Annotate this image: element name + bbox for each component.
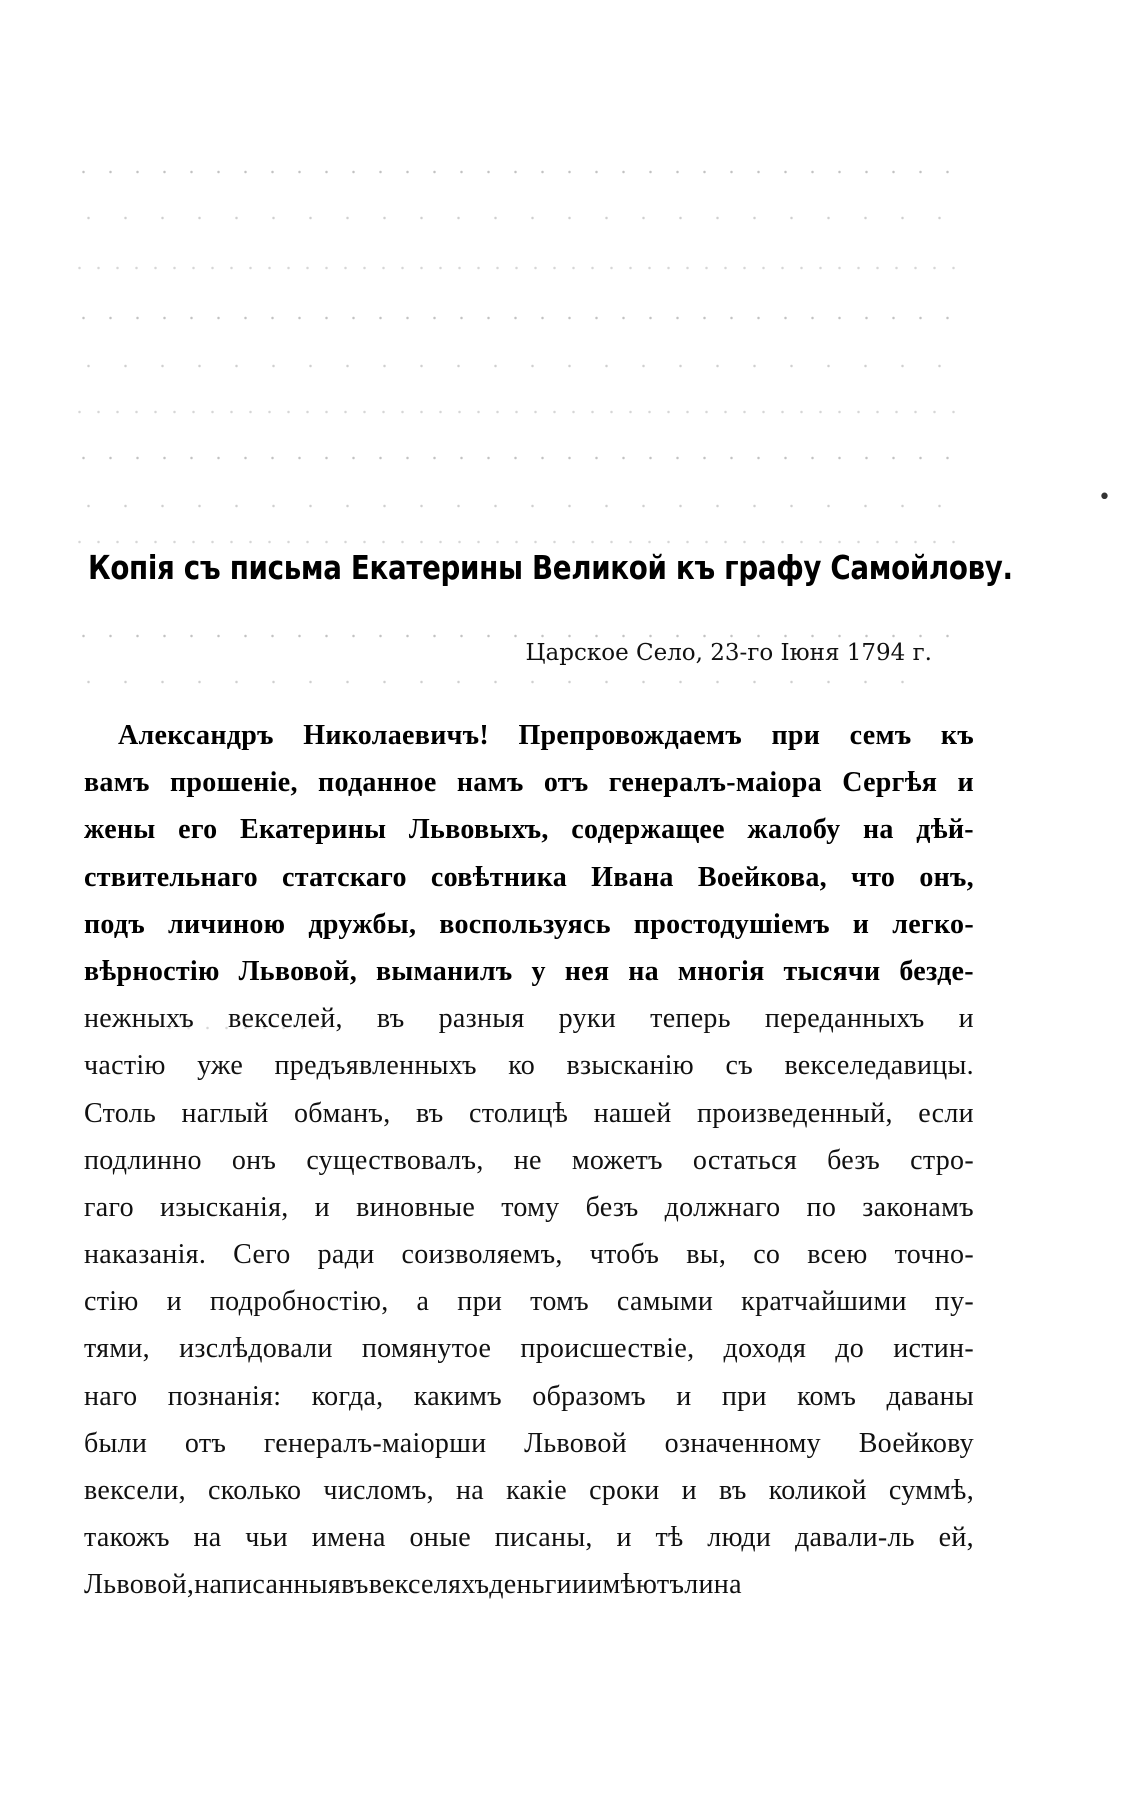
text-line	[84, 1514, 974, 1561]
word: и	[314, 1191, 330, 1223]
word: личиною	[167, 908, 286, 940]
word: Львовой	[524, 1427, 627, 1459]
text-line	[84, 1325, 974, 1372]
word: въ	[415, 1097, 444, 1129]
word: векселяхъ	[368, 1569, 490, 1601]
word: и	[166, 1286, 182, 1318]
word: тысячи	[783, 955, 881, 987]
word: взысканію	[566, 1050, 695, 1082]
word: при	[771, 720, 821, 751]
word: безъ	[827, 1144, 881, 1176]
word: статскаго	[282, 861, 407, 893]
word: на	[628, 955, 659, 987]
word: на	[455, 1475, 484, 1506]
word: вѣрностію	[84, 955, 220, 987]
word: многія	[677, 955, 765, 987]
word: какіе	[506, 1475, 567, 1506]
text-line	[84, 806, 974, 853]
text-line	[84, 1042, 974, 1089]
word: уже	[197, 1050, 244, 1082]
word: дѣй-	[916, 814, 974, 846]
word: помянутое	[361, 1333, 492, 1365]
word: Препровождаемъ	[518, 720, 742, 751]
word: ко	[508, 1050, 536, 1082]
word: выманилъ	[375, 955, 513, 987]
bleed-through-noise	[70, 676, 930, 688]
text-line	[84, 1373, 974, 1420]
word: чьи	[245, 1522, 288, 1554]
word: и	[681, 1475, 697, 1506]
word: векселей,	[228, 1003, 343, 1035]
word: были	[84, 1427, 148, 1459]
text-line	[84, 854, 974, 901]
word: Львовыхъ,	[408, 814, 549, 846]
word: обманъ,	[294, 1097, 391, 1129]
text-line	[84, 901, 974, 948]
word: на	[862, 814, 894, 846]
word: какимъ	[413, 1380, 502, 1412]
word: онъ,	[919, 861, 974, 893]
word: не	[513, 1144, 542, 1176]
word: на	[193, 1522, 222, 1554]
word: нашей	[593, 1097, 672, 1129]
text-line	[84, 1420, 974, 1467]
word: нея	[564, 955, 610, 987]
word: можетъ	[571, 1144, 663, 1176]
word: содержащее	[571, 814, 725, 846]
word: доходя	[723, 1333, 807, 1365]
word: при	[721, 1380, 767, 1412]
word: его	[178, 814, 218, 846]
word: оные	[409, 1522, 471, 1554]
word: самыми	[616, 1286, 714, 1318]
word: произведенный,	[696, 1097, 893, 1129]
word: онъ	[231, 1144, 277, 1176]
word: имѣютъ	[587, 1569, 685, 1601]
document-title: Копія съ письма Екатерины Великой къ графу Самойлову.	[88, 548, 1013, 587]
text-line	[84, 1090, 974, 1137]
word: что	[851, 861, 896, 893]
word: и	[676, 1380, 692, 1412]
letter-body	[84, 712, 974, 1609]
word: и	[852, 908, 870, 940]
word: и	[957, 767, 974, 799]
word: ствительнаго	[84, 861, 258, 893]
word: Львовой,	[238, 955, 357, 987]
word: означенному	[664, 1427, 821, 1459]
word: переданныхъ	[764, 1003, 925, 1035]
word: наглый	[181, 1097, 269, 1129]
word: изысканія,	[160, 1191, 289, 1223]
word: въ	[376, 1003, 405, 1035]
word: истин-	[893, 1333, 974, 1365]
text-line	[84, 1561, 974, 1608]
word: познанія:	[167, 1380, 282, 1412]
word: семъ	[849, 720, 912, 751]
word: генералъ-маіорши	[263, 1427, 487, 1459]
word: тѣ	[655, 1522, 684, 1554]
word: образомъ	[532, 1380, 646, 1412]
word: точно-	[894, 1239, 974, 1271]
bleed-through-noise	[70, 536, 970, 548]
word: у	[531, 955, 546, 987]
word: сроки	[589, 1475, 660, 1506]
word: жалобу	[747, 814, 841, 846]
word: давали-ль	[794, 1522, 915, 1554]
word: столицѣ	[469, 1097, 569, 1129]
word: поданное	[318, 767, 437, 799]
word: всею	[807, 1239, 868, 1271]
word: намъ	[456, 767, 524, 799]
word: пу-	[934, 1286, 974, 1318]
word: чтобъ	[589, 1239, 660, 1271]
bleed-through-noise	[70, 166, 970, 178]
word: соизволяемъ,	[401, 1239, 563, 1271]
word: тому	[501, 1191, 560, 1223]
word: а	[416, 1286, 430, 1318]
word: вексели,	[84, 1475, 186, 1506]
word: Александръ	[118, 720, 274, 751]
dateline: Царское Село, 23-го Іюня 1794 г.	[525, 640, 932, 666]
word: гаго	[84, 1191, 134, 1223]
word: происшествіе,	[520, 1333, 695, 1365]
word: дружбы,	[308, 908, 417, 940]
word: существовалъ,	[306, 1144, 484, 1176]
text-line	[84, 1467, 974, 1514]
word: Львовой,	[84, 1569, 195, 1601]
word: Воейкова,	[697, 861, 827, 893]
word: Сергѣя	[842, 767, 938, 799]
word: при	[457, 1286, 503, 1318]
word: безъ	[585, 1191, 639, 1223]
text-line	[84, 712, 974, 759]
word: ради	[317, 1239, 375, 1271]
word: кратчайшими	[741, 1286, 907, 1318]
bleed-through-noise	[70, 406, 970, 418]
word: отъ	[184, 1427, 227, 1459]
bleed-through-noise	[70, 452, 970, 464]
word: теперь	[650, 1003, 731, 1035]
word: и	[616, 1522, 632, 1554]
word: до	[835, 1333, 865, 1365]
word: должнаго	[664, 1191, 781, 1223]
word: отъ	[543, 767, 589, 799]
word: наказанія.	[84, 1239, 207, 1271]
bleed-through-noise	[70, 500, 970, 512]
word: съ	[725, 1050, 753, 1082]
bleed-through-noise	[70, 212, 970, 224]
word: даваны	[886, 1380, 974, 1412]
word: подлинно	[84, 1144, 202, 1176]
word: сколько	[208, 1475, 302, 1506]
word: воспользуясь	[439, 908, 611, 940]
word: изслѣдовали	[179, 1333, 333, 1365]
word: по	[806, 1191, 837, 1223]
word: жены	[84, 814, 156, 846]
word: люди	[707, 1522, 772, 1554]
word: Ивана	[591, 861, 674, 893]
word: писаны,	[494, 1522, 593, 1554]
word: стію	[84, 1286, 139, 1318]
word: коликой	[768, 1475, 867, 1506]
word: законамъ	[862, 1191, 974, 1223]
word: ли	[684, 1569, 714, 1601]
word: подробностію,	[209, 1286, 389, 1318]
text-line	[84, 1278, 974, 1325]
word: Воейкову	[858, 1427, 974, 1459]
word: и	[958, 1003, 974, 1035]
word: нежныхъ	[84, 1003, 195, 1035]
word: ей,	[938, 1522, 974, 1554]
word: Столь	[84, 1097, 157, 1129]
word: суммѣ,	[888, 1475, 974, 1506]
text-line	[84, 1137, 974, 1184]
word: вамъ	[84, 767, 150, 799]
word: стро-	[910, 1144, 974, 1176]
word: вы,	[686, 1239, 727, 1271]
word: генералъ-маіора	[608, 767, 822, 799]
word: прошеніе,	[169, 767, 298, 799]
text-line	[84, 759, 974, 806]
word: комъ	[797, 1380, 857, 1412]
word: на	[713, 1569, 742, 1601]
word: со	[753, 1239, 781, 1271]
word: виновные	[356, 1191, 476, 1223]
word: когда,	[311, 1380, 384, 1412]
word: тями,	[84, 1333, 150, 1365]
word: безде-	[899, 955, 974, 987]
word: къ	[940, 720, 974, 751]
word: подъ	[84, 908, 146, 940]
word: разныя	[438, 1003, 525, 1035]
bleed-through-noise	[70, 312, 970, 324]
word: руки	[558, 1003, 617, 1035]
margin-dot-mark: •	[1098, 485, 1111, 510]
text-line	[84, 948, 974, 995]
word: Екатерины	[240, 814, 387, 846]
word: написанныя	[194, 1569, 342, 1601]
word: если	[918, 1097, 974, 1129]
word: томъ	[530, 1286, 589, 1318]
word: Сего	[233, 1239, 291, 1271]
word: предъявленныхъ	[274, 1050, 477, 1082]
text-line	[84, 1231, 974, 1278]
word: простодушіемъ	[633, 908, 830, 940]
word: имена	[311, 1522, 386, 1554]
word: Николаевичъ!	[303, 720, 489, 751]
bleed-through-noise	[70, 360, 970, 372]
text-line	[84, 1184, 974, 1231]
bleed-through-noise	[70, 262, 970, 274]
word: въ	[719, 1475, 747, 1506]
word: такожъ	[84, 1522, 170, 1554]
word: деньги	[489, 1569, 572, 1601]
word: легко-	[892, 908, 974, 940]
word: совѣтника	[430, 861, 568, 893]
word: въ	[341, 1569, 369, 1601]
text-line	[84, 995, 974, 1042]
word: числомъ,	[323, 1475, 434, 1506]
word: остаться	[692, 1144, 798, 1176]
word: наго	[84, 1380, 138, 1412]
word: и	[571, 1569, 588, 1601]
word: векселедавицы.	[784, 1050, 974, 1082]
word: частію	[84, 1050, 166, 1082]
